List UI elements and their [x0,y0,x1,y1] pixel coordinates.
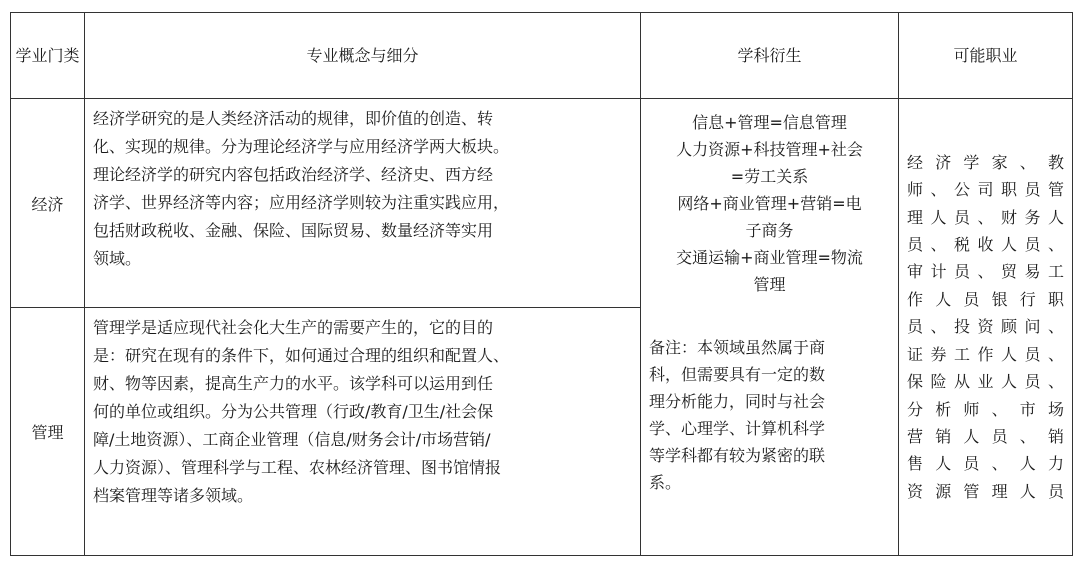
table-row-economics [11,99,1073,308]
career-line: 资源管理人员 [907,481,1064,501]
derivation-line: 管理 [753,275,786,294]
derivation-line: =劳工关系 [730,167,809,186]
category-economics: 经济 [31,194,64,214]
derivation-line: 交通运输+商业管理=物流 [676,248,863,267]
career-line: 理人员、财务人 [907,207,1064,227]
note-line: 科，但需要具有一定的数 [649,365,826,384]
derivation-line: 信息+管理=信息管理 [692,113,847,132]
header-derivation [641,13,899,99]
desc-line: 包括财政税收、金融、保险、国际贸易、数量经济等实用 [93,221,494,240]
career-line: 售人员、人力 [907,454,1064,474]
note-line: 系。 [649,473,682,492]
derivation-note [649,334,890,496]
career-line: 经济学家、教 [907,152,1064,172]
desc-line: 化、实现的规律。分为理论经济学与应用经济学两大板块。 [93,137,510,156]
desc-line: 人力资源）、管理科学与工程、农林经济管理、图书馆情报 [93,458,502,477]
header-row [11,13,1073,99]
derivation-line: 子商务 [745,221,794,240]
career-line: 员、税收人员、 [907,235,1064,255]
desc-line: 何的单位或组织。分为公共管理（行政/教育/卫生/社会保 [93,402,494,421]
derivation-cell [641,99,899,556]
desc-line: 理论经济学的研究内容包括政治经济学、经济史、西方经 [93,165,494,184]
derivation-line: 网络+商业管理+营销=电 [677,194,862,213]
category-management: 管理 [31,423,64,442]
career-line: 作人员银行职 [907,289,1064,309]
header-derivation-label: 学科衍生 [737,45,802,65]
desc-line: 经济学研究的是人类经济活动的规律，即价值的创造、转 [93,109,494,128]
category-cell-management [11,308,85,556]
desc-line: 管理学是适应现代社会化大生产的需要产生的，它的目的 [93,318,494,337]
majors-table [10,12,1073,556]
note-line: 备注：本领域虽然属于商 [649,338,826,357]
careers-cell [899,99,1073,556]
description-economics [85,99,641,308]
header-category-label: 学业门类 [15,45,80,65]
desc-line: 领域。 [93,249,142,268]
career-line: 分析师、市场 [907,399,1064,419]
note-line: 理分析能力，同时与社会 [649,392,826,411]
header-concept-label: 专业概念与细分 [306,45,419,65]
career-line: 审计员、贸易工 [907,262,1064,282]
career-line: 证券工作人员、 [907,344,1064,364]
note-line: 学、心理学、计算机科学 [649,419,826,438]
desc-line: 财、物等因素，提高生产力的水平。该学科可以运用到任 [93,374,494,393]
desc-line: 济学、世界经济等内容；应用经济学则较为注重实践应用， [93,193,510,212]
career-line: 保险从业人员、 [907,372,1064,392]
header-careers [899,13,1073,99]
category-cell-economics [11,99,85,308]
derivation-line: 人力资源+科技管理+社会 [676,140,863,159]
note-line: 等学科都有较为紧密的联 [649,446,826,465]
desc-line: 是：研究在现有的条件下，如何通过合理的组织和配置人、 [93,346,510,365]
career-line: 员、投资顾问、 [907,317,1064,337]
career-line: 师、公司职员管 [907,180,1064,200]
career-line: 营销人员、销 [907,426,1064,446]
desc-line: 档案管理等诸多领域。 [93,486,254,505]
header-careers-label: 可能职业 [953,45,1018,65]
header-category [11,13,85,99]
desc-line: 障/土地资源）、工商企业管理（信息/财务会计/市场营销/ [93,430,491,449]
header-concept [85,13,641,99]
description-management [85,308,641,556]
